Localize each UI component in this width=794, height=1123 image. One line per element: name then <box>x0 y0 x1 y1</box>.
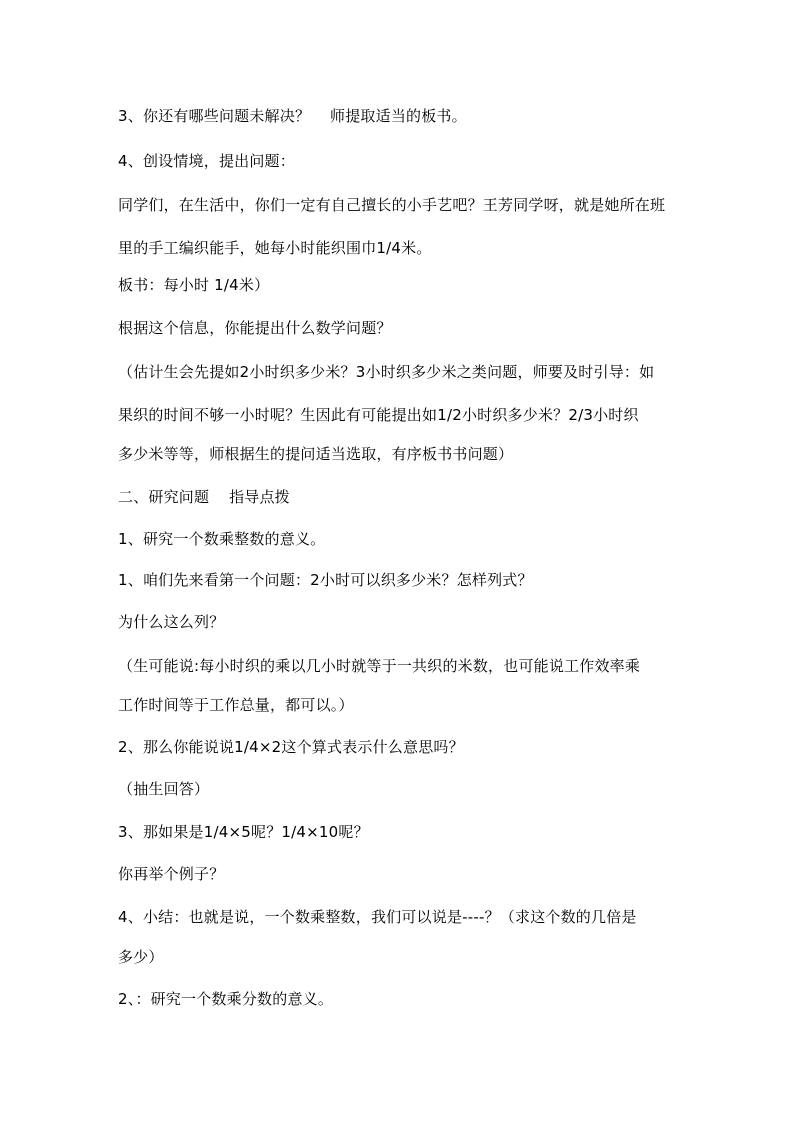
text-line-board-note: 板书：每小时 1/4米） <box>118 276 270 294</box>
text-line-expression-meaning: 2、那么你能说说1/4×2这个算式表示什么意思吗？ <box>118 738 464 756</box>
text-line-estimate-3: 多少米等等，师根据生的提问适当选取，有序板书书问题） <box>118 445 514 463</box>
text-line-fraction-meaning: 2、：研究一个数乘分数的意义。 <box>118 990 334 1008</box>
text-line-student-may-say-2: 工作时间等于工作总量，都可以。） <box>118 696 354 714</box>
text-line-another-example: 你再举个例子？ <box>118 865 225 883</box>
text-line-q3-unsolved: 3、你还有哪些问题未解决？ 师提取适当的板书。 <box>118 107 467 125</box>
text-line-integer-meaning: 1、研究一个数乘整数的意义。 <box>118 530 326 548</box>
text-line-summary-1: 4、小结：也就是说，一个数乘整数，我们可以说是----？（求这个数的几倍是 <box>118 908 637 926</box>
text-line-answer: （抽生回答） <box>118 780 210 798</box>
text-line-intro-1: 同学们，在生活中，你们一定有自己擅长的小手艺吧？王芳同学呀，就是她所在班 <box>118 196 666 214</box>
text-line-first-question: 1、咱们先来看第一个问题：2小时可以织多少米？怎样列式？ <box>118 571 533 589</box>
text-line-intro-2: 里的手工编织能手，她每小时能织围巾1/4米。 <box>118 239 432 257</box>
text-line-estimate-1: （估计生会先提如2小时织多少米？3小时织多少米之类问题，师要及时引导：如 <box>118 363 655 381</box>
text-line-more-examples: 3、那如果是1/4×5呢？1/4×10呢？ <box>118 823 369 841</box>
text-line-ask-question: 根据这个信息，你能提出什么数学问题？ <box>118 319 392 337</box>
text-line-why: 为什么这么列？ <box>118 613 225 631</box>
text-line-estimate-2: 果织的时间不够一小时呢？生因此有可能提出如1/2小时织多少米？2/3小时织 <box>118 406 639 424</box>
section-heading-research: 二、研究问题 指导点拨 <box>118 488 290 506</box>
text-line-summary-2: 多少） <box>118 948 164 966</box>
text-line-q4-situation: 4、创设情境，提出问题： <box>118 152 295 170</box>
text-line-student-may-say-1: （生可能说:每小时织的乘以几小时就等于一共织的米数，也可能说工作效率乘 <box>118 657 641 675</box>
